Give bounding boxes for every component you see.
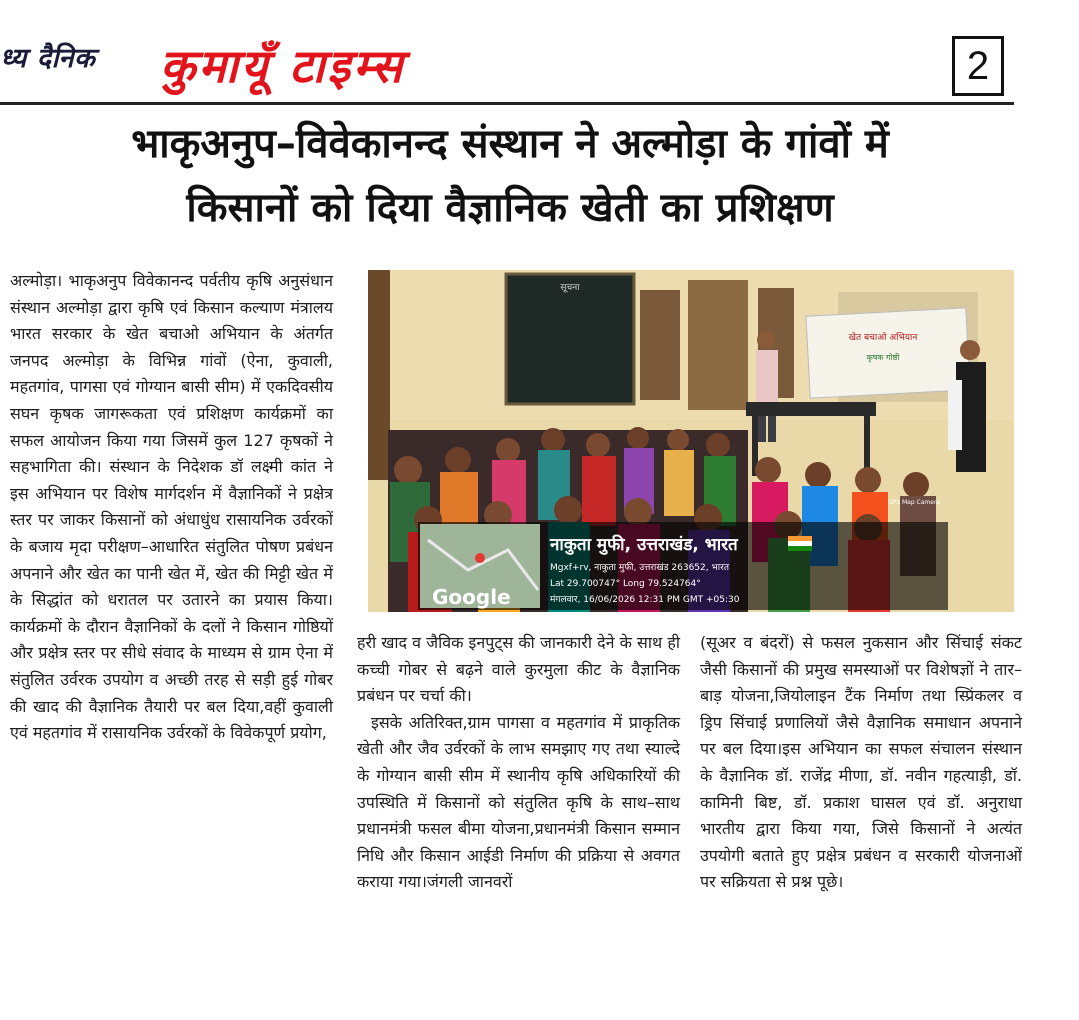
article-paragraph: अल्मोड़ा। भाकृअनुप विवेकानन्द पर्वतीय कृषि अनुसंधान संस्थान अल्मोड़ा द्वारा कृषि एवं किसान कल्याण मंत्रालय भारत सरकार के खेत बचाओ अभियान के अंतर्गत जनपद अल्मोड़ा के विभिन्न गांवों (ऐना, कुवाली, महतगांव, पागसा एवं गोग्यान बासी सीम) में एकदिवसीय सघन कृषक जागरूकता एवं प्रशिक्षण कार्यक्रमों का सफल आयोजन किया गया जिसमें कुल 127 कृषकों ने सहभागिता की। संस्थान के निदेशक डॉ लक्ष्मी कांत ने इस अभियान पर विशेष मार्गदर्शन में वैज्ञानिकों ने प्रक्षेत्र स्तर पर जाकर किसानों को अंधाधुंध रासायनिक उर्वरकों के बजाय मृदा परीक्षण–आधारित संतुलित पोषण प्रबंधन अपनाने और खेत का पानी खेत में, खेत की मिट्टी खेत में के सिद्धांत को धरातल पर उतारने का प्रयास किया। कार्यक्रमों के दौरान वैज्ञानिकों के दलों ने किसान गोष्ठियों और प्रक्षेत्र स्तर पर सीधे संवाद के माध्यम से ग्राम ऐना में संतुलित उर्वरक उपयोग व अच्छी तरह से सड़ी हुई गोबर की खाद की वैज्ञानिक तैयारी पर बल दिया,वहीं कुवाली एवं महतगांव में रासायनिक उर्वरकों के विवेकपूर्ण प्रयोग, (10, 271, 333, 743)
headline-line-2: किसानों को दिया वैज्ञानिक खेती का प्रशिक्षण (186, 185, 834, 231)
banner-line-1: खेत बचाओ अभियान (848, 333, 918, 343)
masthead-prefix: ध्य दैनिक (0, 43, 96, 74)
gps-datetime: मंगलवार, 16/06/2026 12:31 PM GMT +05:30 (550, 595, 740, 605)
newspaper-name: कुमायूँ टाइम्स (160, 39, 406, 93)
article-paragraph: (सूअर व बंदरों) से फसल नुकसान और सिंचाई संकट जैसी किसानों की प्रमुख समस्याओं पर विशेषज्ञों ने तार–बाड़ योजना,जियोलाइन टैंक निर्माण तथा स्प्रिंकलर व ड्रिप सिंचाई प्रणालियों जैसे वैज्ञानिक समाधान अपनाने पर बल दिया।इस अभियान का सफल संचालन संस्थान के वैज्ञानिक डॉ. राजेंद्र मीणा, डॉ. नवीन गहत्याड़ी, डॉ. कामिनी बिष्ट, डॉ. प्रकाश घासल एवं डॉ. अनुराधा भारतीय द्वारा किया गया, जिसे किसानों ने अत्यंत उपयोगी बताते हुए प्रक्षेत्र प्रबंधन व सरकारी योजनाओं पर सक्रियता से प्रश्न पूछे। (700, 633, 1022, 892)
page-number: 2 (952, 36, 1004, 96)
map-label: Google (432, 585, 511, 609)
article-paragraph: हरी खाद व जैविक इनपुट्स की जानकारी देने के साथ ही कच्ची गोबर से बढ़ने वाले कुरमुला कीट के वैज्ञानिक प्रबंधन पर चर्चा की। (357, 633, 680, 706)
gps-coordinates: Lat 29.700747° Long 79.524764° (550, 579, 701, 589)
masthead-rule (0, 102, 1014, 105)
headline (10, 112, 1010, 240)
article-paragraph: इसके अतिरिक्त,ग्राम पागसा व महतगांव में प्राकृतिक खेती और जैव उर्वरकों के लाभ समझाए गए तथा स्याल्दे के गोग्यान बासी सीम में स्थानीय कृषि अधिकारियों की उपस्थिति में किसानों को संतुलित कृषि के साथ–साथ प्रधानमंत्री फसल बीमा योजना,प्रधानमंत्री किसान सम्मान निधि और किसान आईडी निर्माण की प्रक्रिया से अवगत कराया गया।जंगली जानवरों (357, 712, 680, 892)
article-column-2 (357, 630, 680, 896)
gps-address: Mgxf+rv, नाकुता मुफी, उत्तराखंड 263652, भारत (550, 563, 729, 573)
gps-place: नाकुता मुफी, उत्तराखंड, भारत (550, 535, 738, 555)
board-label: सूचना (560, 283, 580, 293)
headline-line-1: भाकृअनुप–विवेकानन्द संस्थान ने अल्मोड़ा के गांवों में (131, 121, 889, 167)
news-photo (368, 270, 1014, 612)
article-column-3 (700, 630, 1022, 896)
classroom-photo (368, 270, 1014, 612)
masthead (0, 0, 1079, 108)
banner-line-2: कृषक गोष्ठी (866, 353, 900, 362)
camera-label: GPS Map Camera (888, 499, 941, 506)
article-column-1 (10, 268, 333, 747)
